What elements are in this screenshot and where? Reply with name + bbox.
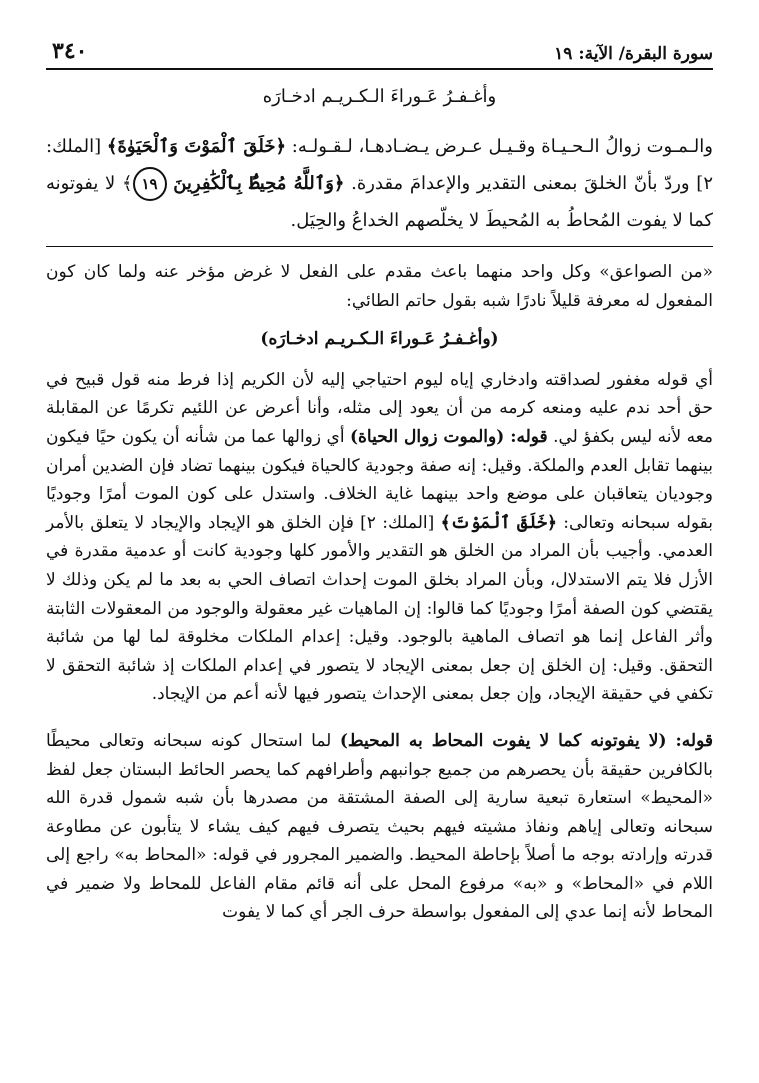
paragraph-2-part-d: [الملك: ٢] فإن الخلق هو الإيجاد والإيجاد لا يتعلق بالأمر العدمي. وأجيب بأن المراد من الخلق هو التقدير والأمور كلها وجودية كانت أو عدمية مقدرة في الأزل فلا يتم الاستدلال، وبأن المراد بخلق الموت إحداث اتصاف الحي به بعد ما لم يكن وذلك لا يقتضي كون الصفة أمرًا وجوديًا كما قالوا: إن الماهيات غير معقولة والوجود من المعقولات الثابتة وأثر الفاعل إنما هو اتصاف الماهية بالوجود. وقيل: إعدام الملكات مخلوقة لما لها من شائبة التحقق. وقيل: إن الخلق إن جعل بمعنى الإيجاد لا يتصور في إعدام الملكات إذ شائبة التحقق لا تكفي في حقيقة الإيجاد، وإن جعل بمعنى الإحداث يتصور فيها لأنه أعم من الإيجاد. [46,512,714,705]
paragraph-2-part-c: أي زوالها عما من شأنه أن يكون حيًا فيكون بينهما تقابل العدم والملكة. وقيل: إنه صفة وجودية كالحياة فيكون بينهما تضاد فإن الضدين أمران وجوديان يتعاقبان على موضع واحد بينهما غاية الخلاف. واستدل على كون الموت أمرًا وجوديًا بقوله سبحانه وتعالى: [46,426,714,533]
matn-text-2: [الملك: ٢] وردّ بأنّ الخلقَ بمعنى التقدير والإعدامَ مقدرة. [46,136,713,194]
page-number: ٣٤٠ [52,38,88,64]
matn-text-3: ﴾ لا يفوتونه كما لا يفوت المُحاطُ به المُحيطَ لا يخلّصهم الخداعُ والحِيَل. [46,173,713,231]
commentary [46,258,713,927]
paragraph-3-lemma: قوله: (لا يفوتونه كما لا يفوت المحاط به المحيط) [339,730,713,751]
paragraph-2-quran: ﴿خَلَقَ ٱلْمَوْتَ﴾ [440,512,557,533]
matn-verse-line: وأغـفـرُ عَـوراءَ الـكـريـم ادخـارَه [262,86,497,107]
paragraph-gap [46,709,713,727]
commentary-verse: (وأغـفـرُ عَـوراءَ الـكـريـم ادخـارَه) [260,329,499,350]
quran-citation-2: ﴿وَٱللَّهُ مُحِيطٌۢ بِٱلْكَٰفِرِينَ [173,173,345,194]
sura-reference: سورة البقرة/ الآية: ١٩ [554,44,713,64]
commentary-paragraph-3 [46,727,713,927]
paragraph-2-lemma: قوله: (والموت زوال الحياة) [349,426,548,447]
quran-citation-1: ﴿خَلَقَ ٱلْمَوْتَ وَٱلْحَيَوٰةَ﴾ [106,136,286,157]
paragraph-3-text: لما استحال كونه سبحانه وتعالى محيطًا بالكافرين حقيقة بأن يحصرهم من جميع جوانبهم وأطرافهم كما يحصر الحائط البستان جعل لفظ «المحيط» استعارة تبعية سارية إلى الصفة المشتقة من مصدرها بأن شبه شمول قدرة الله سبحانه وتعالى إياهم ونفاذ مشيته فيهم بحيث يتصرف فيهم كيف يشاء لا يتأبون عن مطاوعة قدرته وإرادته بوجه ما أصلاً بإحاطة المحيط. والضمير المجرور في قوله: «المحاط به» راجع إلى اللام في «المحاط» و «به» مرفوع المحل على أنه قائم مقام الفاعل للمحاط ولا ضمير في المحاط لأنه إنما عدي إلى المفعول بواسطة حرف الجر أي كما لا يفوت [46,730,713,923]
header-rule [46,68,713,70]
page-header [52,30,713,64]
paragraph-2-part-a: أي قوله مغفور لصداقته وادخاري إياه ليوم احتياجي إليه لأن الكريم إذا فرط منه قول قبيح في حق أحد ندم عليه ومنعه كرمه من أن يعود إلى مثله، وأنا أعرض عن اللئيم تكرمًا عن المقابلة معه لأنه ليس بكفؤ لي. [46,369,714,447]
matn-text [46,128,713,239]
matn-sharh-divider [46,246,713,247]
commentary-paragraph-1: «من الصواعق» وكل واحد منهما باعث مقدم على الفعل لا غرض مؤخر عنه ولما كان كون المفعول له معرفة قليلاً نادرًا شبه بقول حاتم الطائي: [46,262,713,311]
ayah-number-marker: ١٩ [133,167,167,201]
matn-text-1: والـمـوت زوالُ الـحـيـاة وقـيـل عـرض يـضـادهـا، لـقـولـه: [286,136,713,157]
commentary-paragraph-2 [46,366,713,709]
